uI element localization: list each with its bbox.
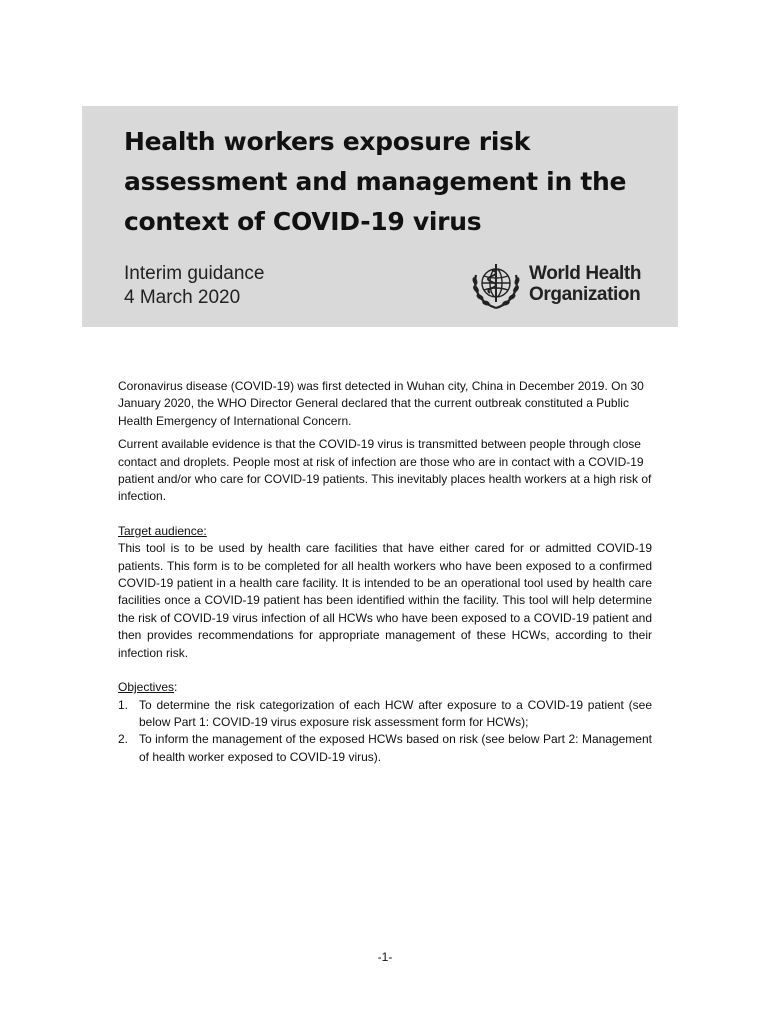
document-body [118,378,652,766]
target-audience-section [118,523,652,662]
objectives-heading-label: Objectives [118,680,175,695]
guidance-label: Interim guidance [124,263,265,284]
who-wordmark-line-2: Organization [529,284,641,305]
title-line-3: context of COVID-19 virus [124,207,482,236]
list-item [118,697,652,732]
list-item-number: 2. [118,732,129,747]
who-emblem-icon [468,257,524,313]
publication-date: 4 March 2020 [124,287,241,308]
guidance-block [124,262,264,310]
title-line-1: Health workers exposure risk [124,127,531,156]
intro-paragraph-2: Current available evidence is that the COVID-19 virus is transmitted between people through close contact and droplets. People most at risk of infection are those who are in contact with a COVID-19 patient and/or who care for COVID-19 patients. This inevitably places health workers at a high risk of infection. [118,437,652,504]
page-number: -1- [377,950,393,964]
who-wordmark [529,263,641,305]
title-banner [82,106,678,327]
target-audience-text: This tool is to be used by health care facilities that have either cared for or admitted COVID-19 patients. This form is to be completed for all health workers who have been exposed to a confirmed COVID-19 patient in a health care facility. It is intended to be an operational tool used by health care facilities once a COVID-19 patient has been identified within the facility. This tool will help determine the risk of COVID-19 virus infection of all HCWs who have been exposed to a COVID-19 patient and then provides recommendations for appropriate management of these HCWs, according to their infection risk. [118,541,652,660]
objectives-heading-colon: : [174,680,178,695]
title-line-2: assessment and management in the [124,167,627,196]
list-item-text: To inform the management of the exposed HCWs based on risk (see below Part 2: Management of health worker exposed to COVID-19 virus). [139,732,652,764]
section-spacer [118,512,652,523]
section-spacer [118,668,652,679]
list-item-number: 1. [118,697,129,712]
objectives-list [118,697,652,767]
who-logo [468,257,648,313]
list-item-text: To determine the risk categorization of each HCW after exposure to a COVID-19 patient (see below Part 1: COVID-19 virus exposure risk assessment form for HCWs); [139,697,652,729]
intro-paragraph-1: Coronavirus disease (COVID-19) was first detected in Wuhan city, China in December 2019. On 30 January 2020, the WHO Director General declared that the current outbreak constituted a Public Health Emergency of International Concern. [118,379,644,428]
objectives-section [118,679,652,766]
target-audience-heading: Target audience: [118,523,207,538]
who-wordmark-line-1: World Health [529,263,642,284]
list-item [118,731,652,766]
document-title [124,122,644,242]
objectives-heading [118,679,652,696]
